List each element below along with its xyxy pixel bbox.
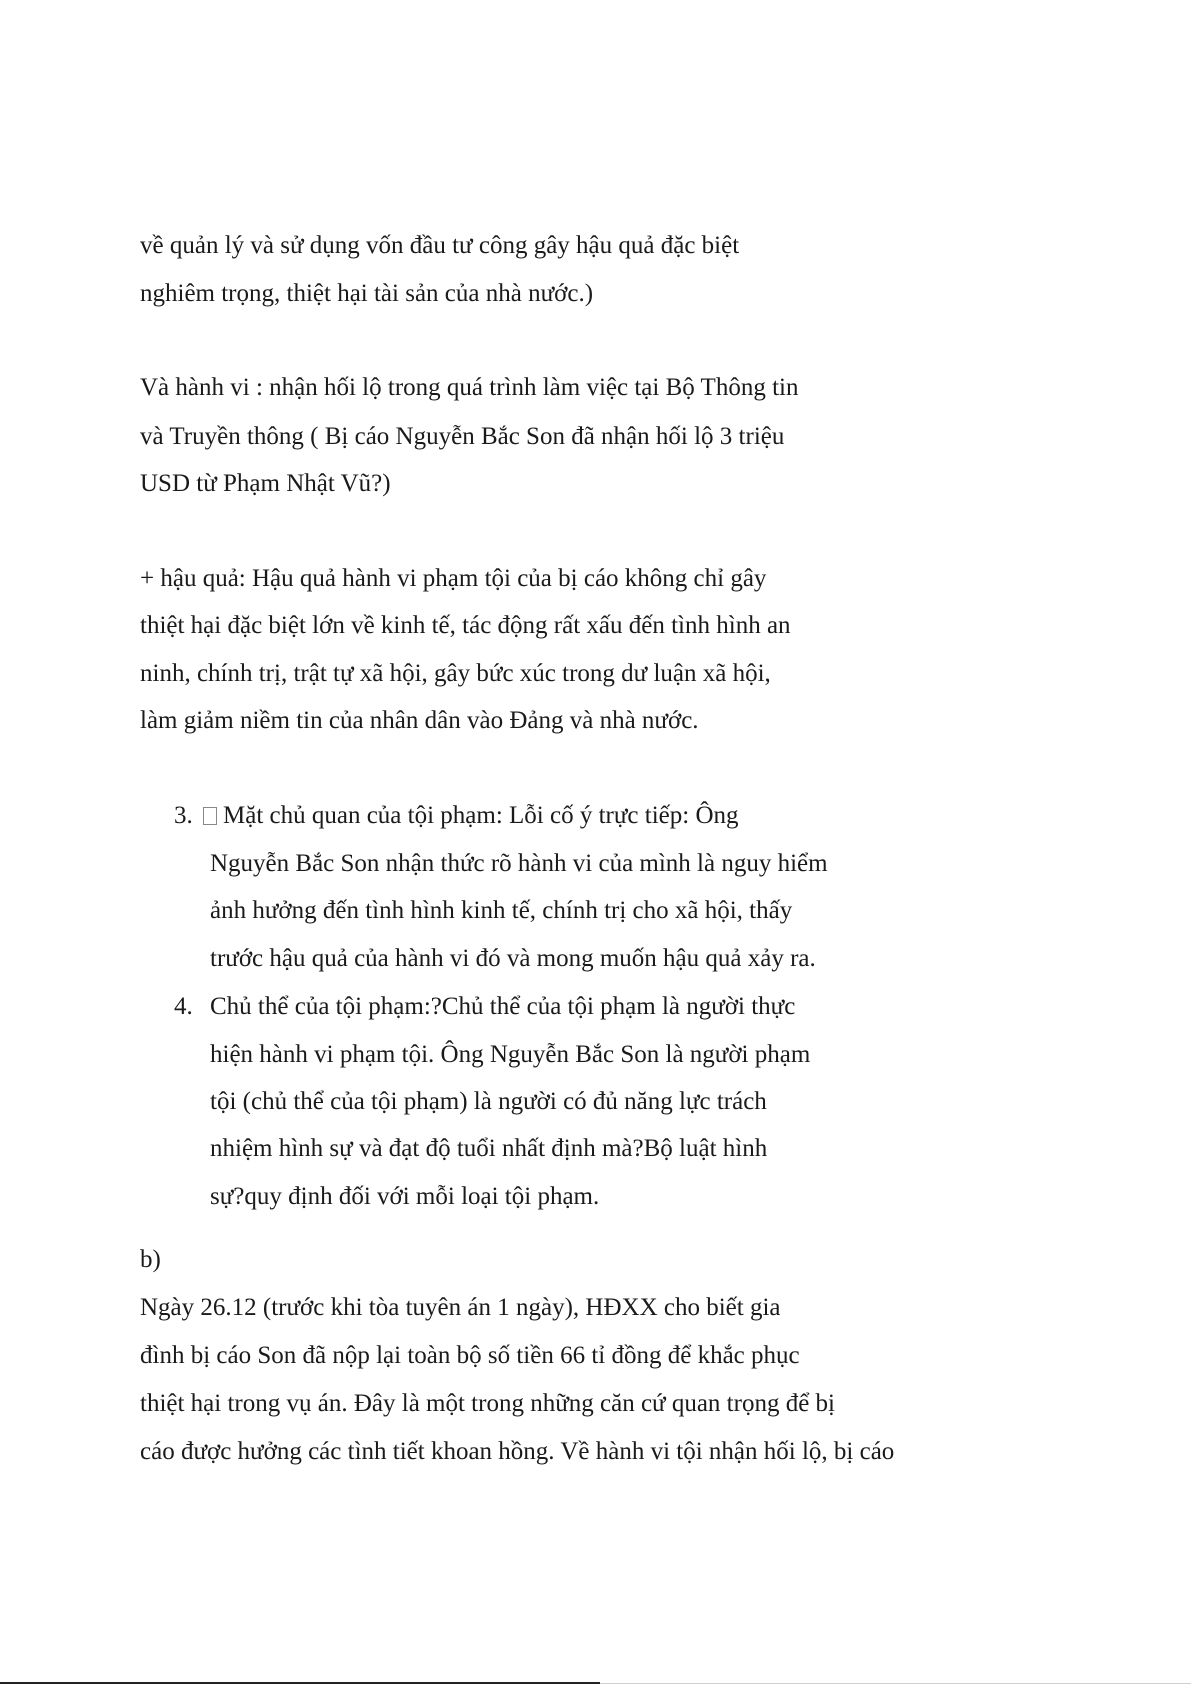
list-item-4-line-1: Chủ thể của tội phạm:?Chủ thể của tội phạm là người thực	[210, 993, 796, 1020]
list-item-3-line-4: trước hậu quả của hành vi đó và mong muốn hậu quả xảy ra.	[210, 945, 816, 972]
page-bottom-rule-faint	[600, 1683, 1191, 1684]
para3-line-4: làm giảm niềm tin của nhân dân vào Đảng và nhà nước.	[140, 707, 699, 734]
list-item-3-line-2: Nguyễn Bắc Son nhận thức rõ hành vi của mình là nguy hiểm	[210, 850, 828, 877]
para3-line-1: + hậu quả: Hậu quả hành vi phạm tội của bị cáo không chỉ gây	[140, 565, 767, 592]
list-item-4-number: 4.	[174, 993, 193, 1020]
section-b-line-3: thiệt hại trong vụ án. Đây là một trong những căn cứ quan trọng để bị	[140, 1390, 835, 1417]
section-b-line-1: Ngày 26.12 (trước khi tòa tuyên án 1 ngày), HĐXX cho biết gia	[140, 1294, 781, 1321]
page-bottom-rule	[0, 1682, 600, 1684]
section-b-line-4: cáo được hưởng các tình tiết khoan hồng. Về hành vi tội nhận hối lộ, bị cáo	[140, 1438, 895, 1465]
list-item-4-line-5: sự?quy định đối với mỗi loại tội phạm.	[210, 1183, 600, 1210]
list-item-4-line-4: nhiệm hình sự và đạt độ tuổi nhất định mà?Bộ luật hình	[210, 1135, 768, 1162]
list-item-3-line-1	[203, 801, 739, 831]
list-item-3-number: 3.	[174, 802, 193, 829]
list-item-4-line-3: tội (chủ thể của tội phạm) là người có đủ năng lực trách	[210, 1088, 767, 1115]
para2-line-2: và Truyền thông ( Bị cáo Nguyễn Bắc Son đã nhận hối lộ 3 triệu	[140, 423, 785, 450]
para1-line-1: về quản lý và sử dụng vốn đầu tư công gây hậu quả đặc biệt	[140, 232, 740, 259]
para2-line-1: Và hành vi : nhận hối lộ trong quá trình làm việc tại Bộ Thông tin	[140, 374, 799, 401]
section-b-label: b)	[140, 1246, 161, 1273]
missing-glyph-icon	[203, 807, 217, 825]
para3-line-2: thiệt hại đặc biệt lớn về kinh tế, tác động rất xấu đến tình hình an	[140, 612, 791, 639]
para1-line-2: nghiêm trọng, thiệt hại tài sản của nhà nước.)	[140, 280, 594, 307]
section-b-line-2: đình bị cáo Son đã nộp lại toàn bộ số tiền 66 tỉ đồng để khắc phục	[140, 1342, 800, 1369]
para3-line-3: ninh, chính trị, trật tự xã hội, gây bức xúc trong dư luận xã hội,	[140, 660, 771, 687]
list-item-4-line-2: hiện hành vi phạm tội. Ông Nguyễn Bắc Son là người phạm	[210, 1041, 811, 1068]
list-item-3-line-1-text: Mặt chủ quan của tội phạm: Lỗi cố ý trực tiếp: Ông	[223, 802, 739, 829]
para2-line-3: USD từ Phạm Nhật Vũ?)	[140, 470, 391, 497]
list-item-3-line-3: ảnh hưởng đến tình hình kinh tế, chính trị cho xã hội, thấy	[210, 897, 793, 924]
